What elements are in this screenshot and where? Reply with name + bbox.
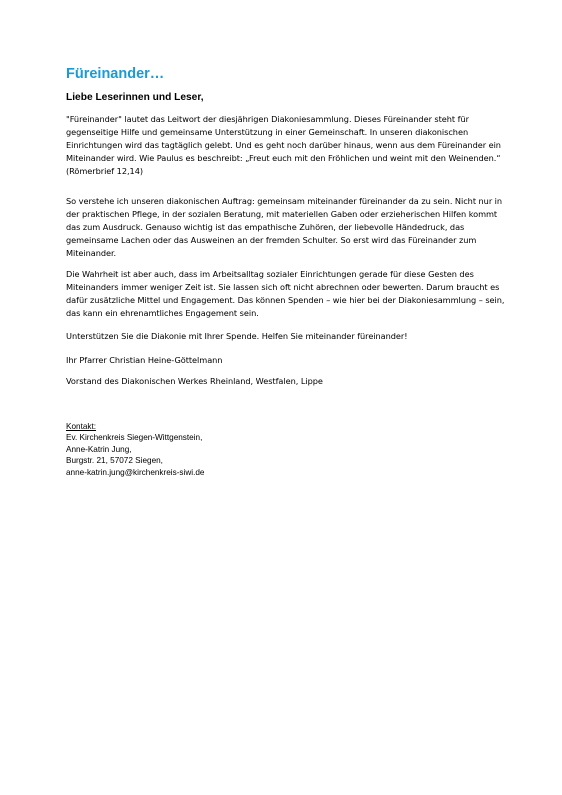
contact-block (66, 421, 204, 478)
appeal-line: Unterstützen Sie die Diakonie mit Ihrer Spende. Helfen Sie miteinander füreinander! (66, 331, 408, 341)
greeting: Liebe Leserinnen und Leser, (66, 92, 204, 103)
signature-title: Vorstand des Diakonischen Werkes Rheinland, Westfalen, Lippe (66, 376, 323, 386)
paragraph: Die Wahrheit ist aber auch, dass im Arbeitsalltag sozialer Einrichtungen gerade für diese Gesten des Miteinanders immer weniger Zeit ist. Sie lassen sich oft nicht abrechnen oder bewerten. Darum braucht es dafür zusätzliche Mittel und Engagement. Das können Spenden – wie hier bei der Diakoniesammlung – sein, das kann ein ehrenamtliches Engagement sein. (66, 269, 505, 319)
signature-name: Ihr Pfarrer Christian Heine-Göttelmann (66, 355, 223, 365)
contact-email: anne-katrin.jung@kirchenkreis-siwi.de (66, 467, 205, 477)
paragraph: "Füreinander" lautet das Leitwort der diesjährigen Diakoniesammlung. Dieses Füreinander steht für gegenseitige Hilfe und gemeinsame Unterstützung in einer Gemeinschaft. In unseren diakonischen Einrichtungen wird das tagtäglich gelebt. Und es geht noch darüber hinaus, wenn aus dem Füreinander ein Miteinander wird. Wie Paulus es beschreibt: „Freut euch mit den Fröhlichen und weint mit den Weinenden.“ (Römerbrief 12,14) (66, 114, 501, 177)
document-title: Füreinander… (66, 66, 165, 82)
paragraph: So verstehe ich unseren diakonischen Auftrag: gemeinsam miteinander füreinander da zu sein. Nicht nur in der praktischen Pflege, in der sozialen Beratung, mit materiellen Gaben oder erzieherischen Hilfen kommt das zum Ausdruck. Genauso wichtig ist das empathische Zuhören, der liebevolle Händedruck, das gemeinsame Lachen oder das Ausweinen an der fremden Schulter. So erst wird das Füreinander zum Miteinander. (66, 196, 503, 259)
contact-person: Anne-Katrin Jung, (66, 444, 132, 454)
contact-heading: Kontakt: (66, 422, 97, 431)
contact-address: Burgstr. 21, 57072 Siegen, (66, 456, 163, 466)
contact-organization: Ev. Kirchenkreis Siegen-Wittgenstein, (66, 433, 203, 443)
